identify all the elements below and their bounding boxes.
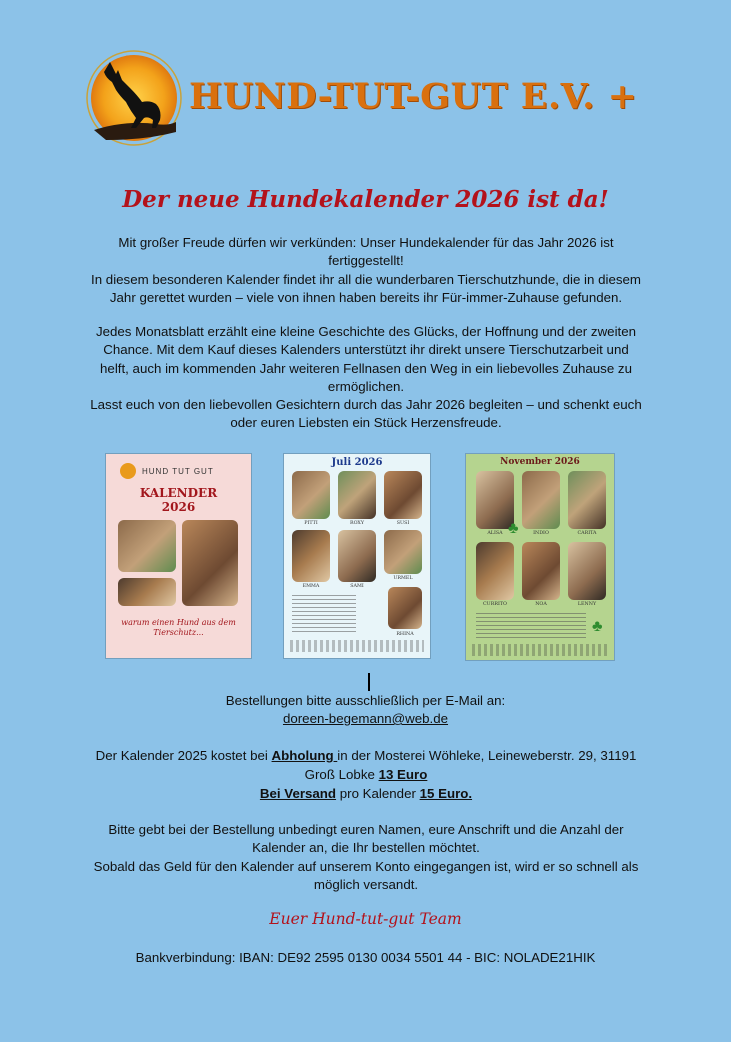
story-line: Lasst euch von den liebevollen Gesichtern durch das Jahr 2026 begleiten – und schenkt euch bbox=[90, 397, 642, 413]
dog-name: SAMI bbox=[350, 584, 364, 589]
intro-line: fertiggestellt! bbox=[328, 253, 404, 269]
organization-name: HUND-TUT-GUT E.V. + bbox=[189, 76, 638, 117]
intro-line: Jahr gerettet wurden – viele von ihnen haben bereits ihr Für-immer-Zuhause gefunden. bbox=[109, 289, 623, 305]
dog-photo bbox=[292, 471, 330, 519]
notice-line: Sobald das Geld für den Kalender auf unserem Konto eingegangen ist, wird er so schnell als bbox=[93, 858, 639, 874]
dog-photo bbox=[118, 578, 176, 606]
intro-paragraph bbox=[78, 234, 654, 307]
price-line-pickup bbox=[80, 746, 652, 765]
story-paragraph bbox=[78, 323, 654, 433]
dog-photo bbox=[568, 542, 606, 600]
dog-photo bbox=[338, 530, 376, 582]
dog-name: PITTI bbox=[304, 521, 318, 526]
dog-photo bbox=[388, 587, 422, 629]
text-cursor bbox=[368, 673, 370, 691]
cover-brand bbox=[120, 462, 243, 480]
clover-icon: ♣ bbox=[508, 520, 519, 537]
clover-icon: ♣ bbox=[592, 618, 603, 635]
intro-line: Mit großer Freude dürfen wir verkünden: Unser Hundekalender für das Jahr 2026 ist bbox=[118, 235, 614, 250]
july-title: Juli 2026 bbox=[331, 457, 383, 468]
wolf-logo-icon bbox=[120, 463, 136, 479]
team-signature: Euer Hund-tut-gut Team bbox=[269, 910, 462, 928]
howling-wolf-logo-icon bbox=[86, 50, 182, 146]
intro-line: In diesem besonderen Kalender findet ihr all die wunderbaren Tierschutzhunde, die in diesem bbox=[91, 271, 641, 287]
story-line: helft, auch im kommenden Jahr weiteren Fellnasen den Weg in ein liebevolles Zuhause zu bbox=[100, 360, 632, 376]
cover-brand-text: HUND TUT GUT bbox=[142, 466, 214, 476]
price-line-city bbox=[80, 765, 652, 784]
dog-photo bbox=[292, 530, 330, 582]
cover-year-text: 2026 bbox=[161, 500, 196, 514]
dog-name: RHINA bbox=[396, 632, 414, 637]
dog-name: ALISA bbox=[487, 531, 503, 536]
story-line: Chance. Mit dem Kauf dieses Kalenders unterstützt ihr direkt unsere Tierschutzarbeit und bbox=[103, 342, 629, 358]
dog-photo bbox=[522, 542, 560, 600]
shipping-label: Bei Versand bbox=[259, 786, 337, 801]
dog-name: NOA bbox=[535, 602, 547, 607]
november-title: November 2026 bbox=[500, 457, 580, 467]
cover-title-text: KALENDER bbox=[139, 486, 218, 500]
calendar-text-block bbox=[292, 592, 356, 634]
dog-name: URMEL bbox=[393, 576, 413, 581]
price-info bbox=[80, 746, 652, 803]
order-email-link[interactable]: doreen-begemann@web.de bbox=[282, 711, 449, 726]
calendar-text-block bbox=[476, 610, 586, 640]
bank-details: Bankverbindung: IBAN: DE92 2595 0130 0034 5501 44 - BIC: NOLADE21HIK bbox=[135, 950, 596, 965]
price-line-shipping bbox=[80, 784, 652, 803]
story-line: ermöglichen. bbox=[327, 378, 405, 394]
calendar-november-image bbox=[466, 454, 614, 660]
dog-name: CURRITO bbox=[483, 602, 507, 607]
notice-line: Kalender an, die Ihr bestellen möchtet. bbox=[252, 840, 480, 856]
page-header bbox=[86, 50, 646, 146]
pickup-location: in der Mosterei Wöhleke, Leineweberstr. 29, 31191 bbox=[337, 748, 637, 763]
notice-line: Bitte gebt bei der Bestellung unbedingt euren Namen, eure Anschrift und die Anzahl der bbox=[108, 822, 624, 837]
dog-name: INDIO bbox=[533, 531, 549, 536]
cover-footer-text: warum einen Hund aus dem Tierschutz... bbox=[121, 618, 236, 637]
dog-photo bbox=[384, 530, 422, 574]
dog-photo bbox=[522, 471, 560, 529]
dog-photo bbox=[338, 471, 376, 519]
price-pre-text: Der Kalender 2025 kostet bei bbox=[95, 748, 272, 763]
dog-name: EMMA bbox=[302, 584, 320, 589]
story-line: Jedes Monatsblatt erzählt eine kleine Geschichte des Glücks, der Hoffnung und der zweiten bbox=[95, 324, 637, 339]
per-calendar-text: pro Kalender bbox=[336, 786, 420, 801]
page-headline: Der neue Hundekalender 2026 ist da! bbox=[122, 186, 609, 213]
story-line: oder euren Liebsten ein Stück Herzensfreude. bbox=[230, 415, 502, 431]
calendar-date-strip bbox=[472, 644, 608, 656]
notice-line: möglich versandt. bbox=[313, 876, 419, 892]
dog-photo bbox=[476, 542, 514, 600]
calendar-date-strip bbox=[290, 640, 424, 652]
order-instruction: Bestellungen bitte ausschließlich per E-Mail an: bbox=[225, 693, 506, 708]
calendar-cover-image bbox=[106, 454, 251, 658]
pickup-label: Abholung bbox=[271, 748, 338, 763]
pickup-city: Groß Lobke bbox=[304, 767, 379, 782]
calendar-july-image bbox=[284, 454, 430, 658]
dog-photo bbox=[118, 520, 176, 572]
dog-name: ROXY bbox=[349, 521, 365, 526]
dog-photo bbox=[568, 471, 606, 529]
dog-photo bbox=[182, 520, 238, 606]
pickup-price: 13 Euro bbox=[378, 767, 428, 782]
dog-photo bbox=[384, 471, 422, 519]
dog-name: LENNY bbox=[577, 602, 597, 607]
dog-name: CARITA bbox=[577, 531, 597, 536]
dog-name: SUSI bbox=[396, 521, 410, 526]
notice-paragraph bbox=[78, 821, 654, 894]
cover-title bbox=[106, 486, 251, 514]
shipping-price: 15 Euro. bbox=[419, 786, 473, 801]
